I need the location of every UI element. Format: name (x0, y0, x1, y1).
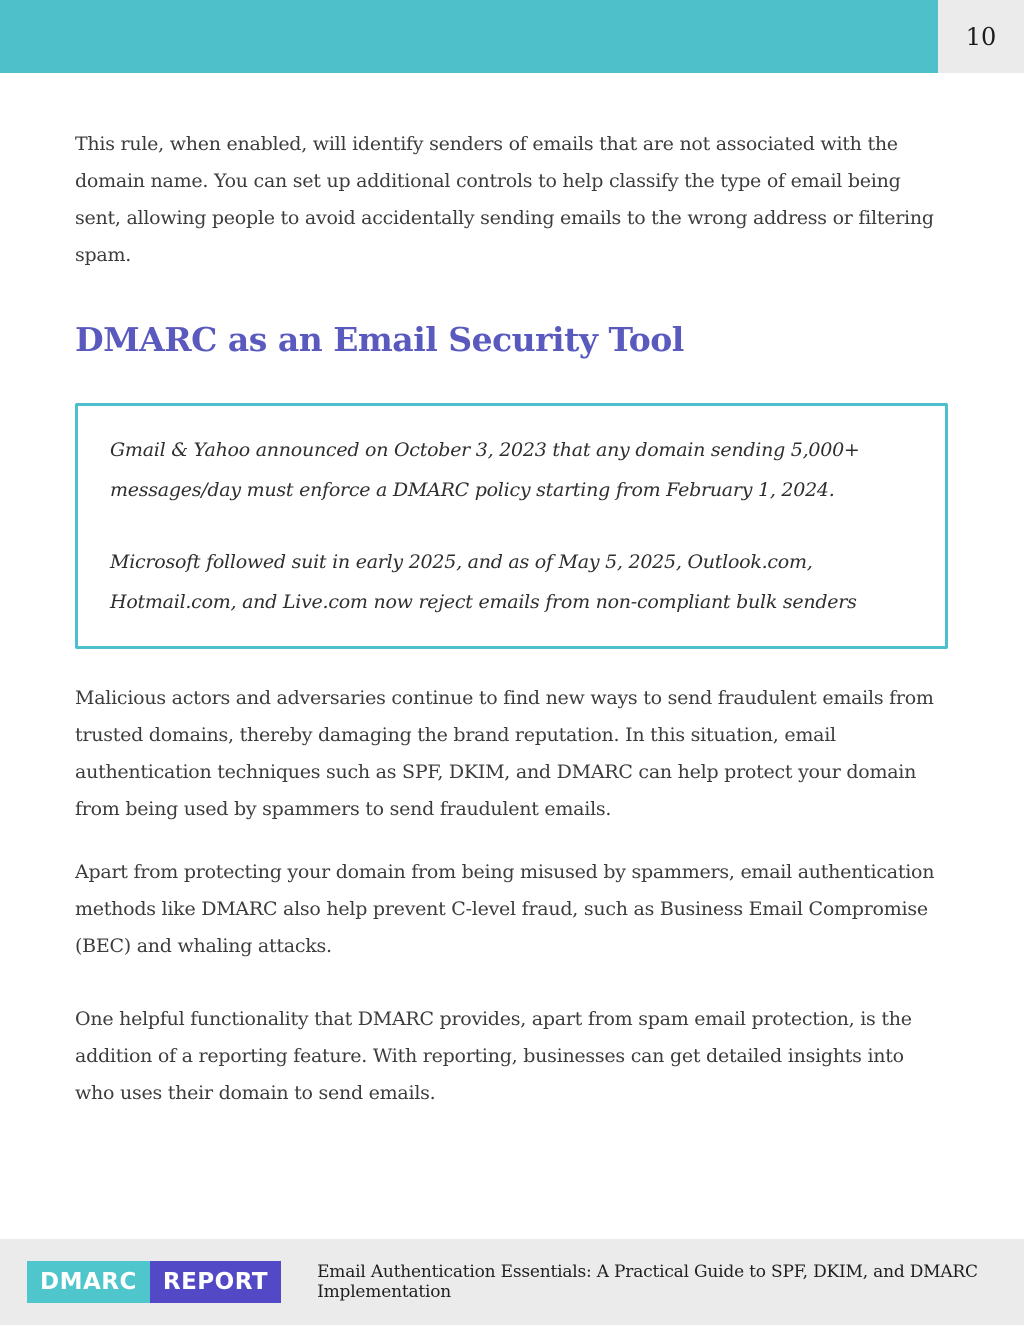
dmarc-report-logo (27, 1261, 281, 1303)
logo-report-segment: REPORT (150, 1261, 281, 1303)
malicious-actors-paragraph: Malicious actors and adversaries continue to find new ways to send fraudulent emails from trusted domains, thereby damaging the brand reputation. In this situation, email authentication techniques such as SPF, DKIM, and DMARC can help protect your domain from being used by spammers to send fraudulent emails. (75, 687, 934, 820)
reporting-paragraph: One helpful functionality that DMARC provides, apart from spam email protection, is the addition of a reporting feature. With reporting, businesses can get detailed insights into who uses their domain to send emails. (75, 1008, 912, 1104)
page-content (0, 73, 1024, 1112)
bec-paragraph: Apart from protecting your domain from being misused by spammers, email authentication methods like DMARC also help prevent C-level fraud, such as Business Email Compromise (BEC) and whaling attacks. (75, 861, 935, 957)
callout-paragraph-gmail-yahoo: Gmail & Yahoo announced on October 3, 2023 that any domain sending 5,000+ messages/day must enforce a DMARC policy starting from February 1, 2024. (110, 439, 860, 501)
page-number: 10 (938, 0, 1024, 73)
section-heading: DMARC as an Email Security Tool (75, 320, 684, 359)
callout-box (75, 403, 948, 649)
callout-paragraph-microsoft: Microsoft followed suit in early 2025, and as of May 5, 2025, Outlook.com, Hotmail.com, and Live.com now reject emails from non-compliant bulk senders (110, 551, 857, 613)
footer-caption: Email Authentication Essentials: A Practical Guide to SPF, DKIM, and DMARC Implementation (317, 1262, 978, 1302)
footer-bar (0, 1239, 1024, 1325)
intro-paragraph: This rule, when enabled, will identify senders of emails that are not associated with the domain name. You can set up additional controls to help classify the type of email being sent, allowing people to avoid accidentally sending emails to the wrong address or filtering spam. (75, 133, 934, 266)
header-bar (0, 0, 1024, 73)
header-teal-band (0, 0, 938, 73)
logo-dmarc-segment: DMARC (27, 1261, 150, 1303)
